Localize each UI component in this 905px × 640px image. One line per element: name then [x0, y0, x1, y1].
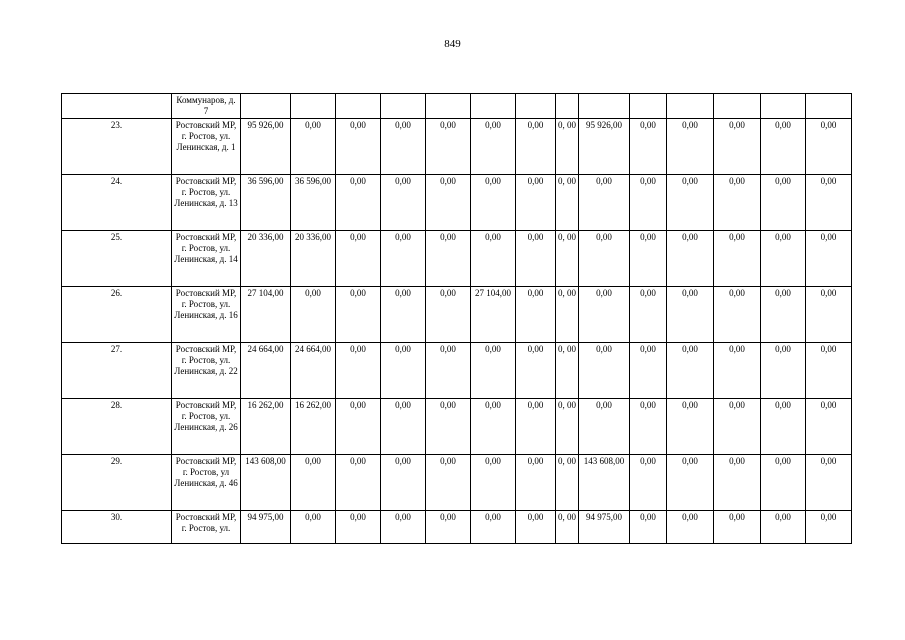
value-cell: 0,00 — [806, 399, 852, 455]
table-row — [62, 175, 852, 231]
value-cell: 0,00 — [471, 399, 516, 455]
value-cell: 0,00 — [761, 287, 806, 343]
value-cell: 0,00 — [426, 119, 471, 175]
value-cell: 0,00 — [381, 399, 426, 455]
value-cell: 16 262,00 — [241, 399, 291, 455]
value-cell: 0,00 — [630, 343, 667, 399]
value-cell: 24 664,00 — [291, 343, 336, 399]
value-cell: 143 608,00 — [241, 455, 291, 511]
value-cell — [714, 94, 761, 119]
address-cell: Ростовский МР, г. Ростов, ул. Ленинская, д. 16 — [172, 287, 241, 343]
value-cell: 0,00 — [667, 455, 714, 511]
value-cell: 0,00 — [714, 175, 761, 231]
address-cell: Ростовский МР, г. Ростов, ул. Ленинская, д. 14 — [172, 231, 241, 287]
value-cell: 0, 00 — [556, 511, 579, 544]
value-cell: 94 975,00 — [241, 511, 291, 544]
row-number-cell: 30. — [62, 511, 172, 544]
value-cell: 0,00 — [579, 399, 630, 455]
value-cell — [381, 94, 426, 119]
value-cell — [241, 94, 291, 119]
value-cell: 0,00 — [336, 399, 381, 455]
value-cell: 0, 00 — [556, 399, 579, 455]
value-cell: 0,00 — [426, 175, 471, 231]
value-cell: 0,00 — [516, 511, 556, 544]
value-cell: 0,00 — [806, 343, 852, 399]
table-row — [62, 287, 852, 343]
value-cell: 0,00 — [471, 119, 516, 175]
value-cell: 0,00 — [630, 455, 667, 511]
address-cell: Ростовский МР, г. Ростов, ул. — [172, 511, 241, 544]
row-number-cell: 24. — [62, 175, 172, 231]
value-cell: 27 104,00 — [471, 287, 516, 343]
value-cell: 0,00 — [516, 343, 556, 399]
page-number: 849 — [444, 38, 461, 50]
value-cell: 0,00 — [291, 455, 336, 511]
value-cell: 0,00 — [806, 455, 852, 511]
value-cell: 0,00 — [761, 511, 806, 544]
value-cell: 24 664,00 — [241, 343, 291, 399]
value-cell: 20 336,00 — [241, 231, 291, 287]
value-cell: 0,00 — [761, 343, 806, 399]
value-cell: 0,00 — [291, 287, 336, 343]
value-cell: 0,00 — [336, 175, 381, 231]
value-cell: 0,00 — [579, 343, 630, 399]
value-cell: 0,00 — [714, 119, 761, 175]
value-cell: 0,00 — [381, 343, 426, 399]
value-cell: 0,00 — [336, 119, 381, 175]
row-number-cell: 23. — [62, 119, 172, 175]
value-cell: 0,00 — [630, 287, 667, 343]
address-cell: Ростовский МР, г. Ростов, ул. Ленинская, д. 1 — [172, 119, 241, 175]
value-cell: 0,00 — [761, 231, 806, 287]
table-row — [62, 399, 852, 455]
value-cell: 0,00 — [381, 231, 426, 287]
value-cell — [806, 94, 852, 119]
value-cell: 0,00 — [714, 343, 761, 399]
value-cell: 0,00 — [336, 455, 381, 511]
value-cell: 0,00 — [336, 231, 381, 287]
table-row-continued — [62, 94, 852, 119]
value-cell: 0,00 — [806, 287, 852, 343]
value-cell: 0,00 — [806, 511, 852, 544]
value-cell — [579, 94, 630, 119]
table-row — [62, 511, 852, 544]
value-cell: 0,00 — [630, 175, 667, 231]
value-cell: 0,00 — [806, 119, 852, 175]
value-cell: 0,00 — [381, 511, 426, 544]
value-cell: 0, 00 — [556, 343, 579, 399]
value-cell: 0,00 — [291, 511, 336, 544]
value-cell: 0,00 — [381, 455, 426, 511]
value-cell: 0,00 — [714, 231, 761, 287]
value-cell: 0,00 — [471, 455, 516, 511]
value-cell: 0,00 — [761, 455, 806, 511]
value-cell — [761, 94, 806, 119]
value-cell: 0, 00 — [556, 119, 579, 175]
value-cell: 0, 00 — [556, 231, 579, 287]
value-cell: 0,00 — [381, 287, 426, 343]
value-cell: 95 926,00 — [579, 119, 630, 175]
value-cell: 16 262,00 — [291, 399, 336, 455]
value-cell: 36 596,00 — [241, 175, 291, 231]
value-cell: 0,00 — [426, 511, 471, 544]
value-cell: 94 975,00 — [579, 511, 630, 544]
value-cell: 0,00 — [471, 231, 516, 287]
value-cell: 0,00 — [667, 511, 714, 544]
value-cell: 0,00 — [667, 175, 714, 231]
value-cell: 0,00 — [630, 511, 667, 544]
value-cell: 0,00 — [714, 287, 761, 343]
table-row — [62, 343, 852, 399]
value-cell: 0,00 — [667, 399, 714, 455]
table-row — [62, 119, 852, 175]
value-cell: 0,00 — [516, 455, 556, 511]
value-cell: 0,00 — [471, 511, 516, 544]
value-cell: 0,00 — [761, 119, 806, 175]
value-cell — [516, 94, 556, 119]
value-cell: 20 336,00 — [291, 231, 336, 287]
value-cell: 0,00 — [516, 399, 556, 455]
value-cell — [471, 94, 516, 119]
value-cell: 0,00 — [714, 399, 761, 455]
value-cell: 0,00 — [761, 175, 806, 231]
value-cell — [630, 94, 667, 119]
value-cell: 0, 00 — [556, 175, 579, 231]
value-cell — [291, 94, 336, 119]
value-cell: 0,00 — [471, 343, 516, 399]
row-number-cell: 27. — [62, 343, 172, 399]
value-cell: 0,00 — [381, 119, 426, 175]
row-number-cell: 25. — [62, 231, 172, 287]
table-row — [62, 455, 852, 511]
value-cell: 0,00 — [516, 175, 556, 231]
value-cell: 0,00 — [426, 287, 471, 343]
value-cell: 0,00 — [579, 231, 630, 287]
value-cell: 0,00 — [426, 455, 471, 511]
value-cell: 0,00 — [714, 455, 761, 511]
row-number-cell: 29. — [62, 455, 172, 511]
value-cell: 0, 00 — [556, 287, 579, 343]
value-cell: 0,00 — [426, 343, 471, 399]
value-cell: 0,00 — [579, 175, 630, 231]
value-cell: 0,00 — [761, 399, 806, 455]
address-cell: Ростовский МР, г. Ростов, ул. Ленинская, д. 26 — [172, 399, 241, 455]
value-cell: 0,00 — [336, 287, 381, 343]
value-cell: 0, 00 — [556, 455, 579, 511]
value-cell: 0,00 — [579, 287, 630, 343]
value-cell: 0,00 — [667, 343, 714, 399]
value-cell: 95 926,00 — [241, 119, 291, 175]
value-cell — [667, 94, 714, 119]
value-cell: 0,00 — [714, 511, 761, 544]
value-cell: 0,00 — [336, 343, 381, 399]
value-cell: 0,00 — [630, 399, 667, 455]
value-cell: 0,00 — [516, 119, 556, 175]
value-cell: 143 608,00 — [579, 455, 630, 511]
value-cell: 0,00 — [630, 231, 667, 287]
value-cell: 0,00 — [667, 231, 714, 287]
value-cell: 0,00 — [630, 119, 667, 175]
value-cell: 0,00 — [291, 119, 336, 175]
value-cell: 0,00 — [667, 287, 714, 343]
data-table — [61, 93, 852, 544]
value-cell: 0,00 — [381, 175, 426, 231]
address-cell: Ростовский МР, г. Ростов, ул Ленинская, д. 46 — [172, 455, 241, 511]
value-cell: 0,00 — [806, 175, 852, 231]
value-cell: 0,00 — [516, 231, 556, 287]
value-cell: 0,00 — [516, 287, 556, 343]
address-cell: Ростовский МР, г. Ростов, ул. Ленинская, д. 13 — [172, 175, 241, 231]
address-cell: Ростовский МР, г. Ростов, ул. Ленинская, д. 22 — [172, 343, 241, 399]
row-number-cell: 28. — [62, 399, 172, 455]
value-cell: 0,00 — [426, 231, 471, 287]
value-cell: 0,00 — [426, 399, 471, 455]
table-row — [62, 231, 852, 287]
row-number-cell: 26. — [62, 287, 172, 343]
value-cell — [426, 94, 471, 119]
value-cell: 0,00 — [667, 119, 714, 175]
row-number-cell — [62, 94, 172, 119]
value-cell: 0,00 — [336, 511, 381, 544]
value-cell: 27 104,00 — [241, 287, 291, 343]
address-cell: Коммунаров, д. 7 — [172, 94, 241, 119]
value-cell: 36 596,00 — [291, 175, 336, 231]
value-cell: 0,00 — [471, 175, 516, 231]
value-cell: 0,00 — [806, 231, 852, 287]
value-cell — [556, 94, 579, 119]
value-cell — [336, 94, 381, 119]
